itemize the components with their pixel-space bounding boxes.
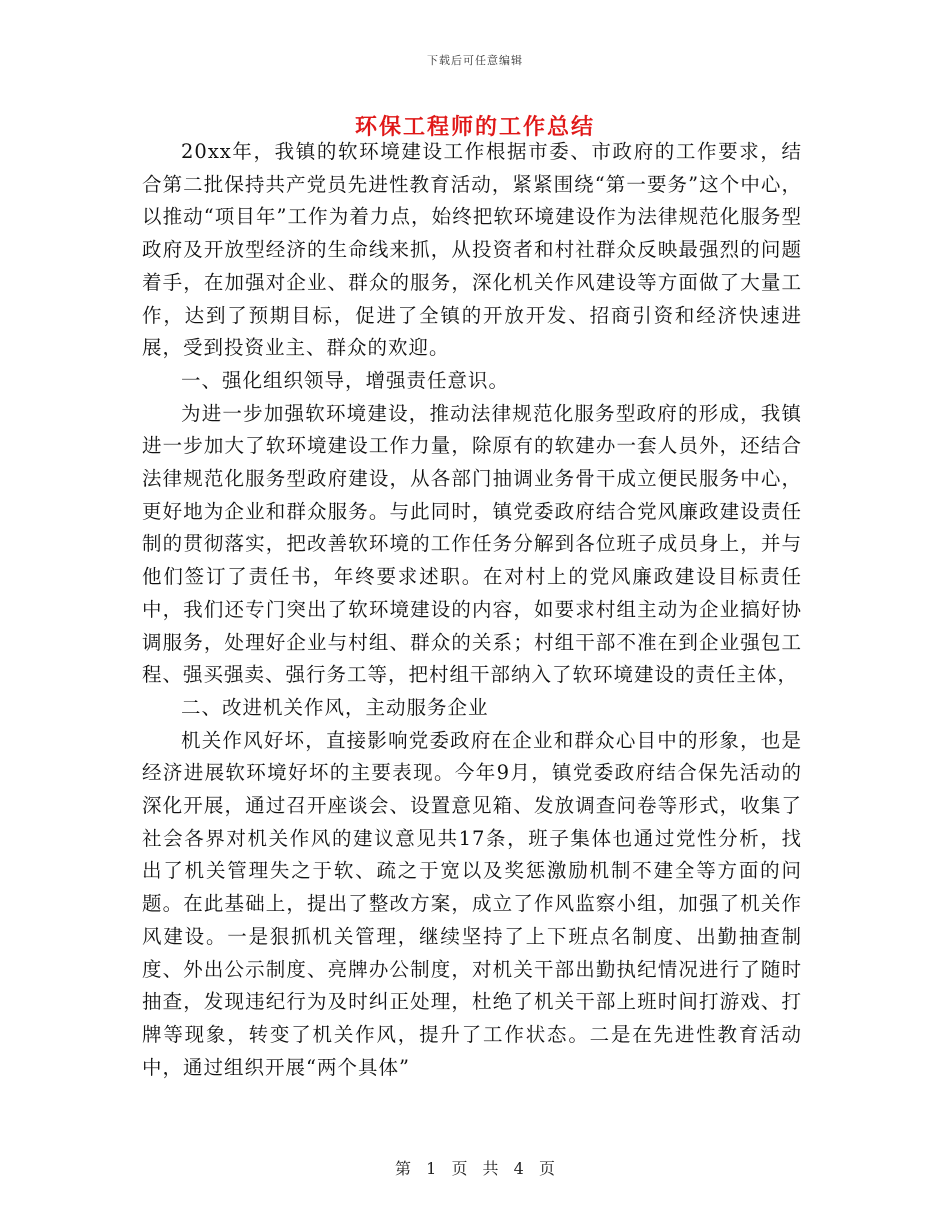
document-title: 环保工程师的工作总结 xyxy=(354,114,595,140)
page-footer xyxy=(0,1156,950,1179)
document-body xyxy=(142,136,802,1084)
footer-page-label: 页 xyxy=(451,1159,468,1178)
section-heading-1: 一、强化组织领导，增强责任意识。 xyxy=(181,368,510,392)
footer-suffix: 页 xyxy=(538,1159,555,1178)
paragraph-section-1: 为进一步加强软环境建设，推动法律规范化服务型政府的形成，我镇进一步加大了软环境建设工作力量，除原有的软建办一套人员外，还结合法律规范化服务型政府建设，从各部门抽调业务骨干成立便民服务中心，更好地为企业和群众服务。与此同时，镇党委政府结合党风廉政建设责任制的贯彻落实，把改善软环境的工作任务分解到各位班子成员身上，并与他们签订了责任书，年终要求述职。在对村上的党风廉政建设目标责任中，我们还专门突出了软环境建设的内容，如要求村组主动为企业搞好协调服务，处理好企业与村组、群众的关系；村组干部不准在到企业强包工程、强买强卖、强行务工等，把村组干部纳入了软环境建设的责任主体， xyxy=(142,401,802,687)
footer-total-pages: 4 xyxy=(513,1159,524,1178)
footer-prefix: 第 xyxy=(395,1159,412,1178)
footer-page-number: 1 xyxy=(426,1159,437,1178)
paragraph-section-2: 机关作风好坏，直接影响党委政府在企业和群众心目中的形象，也是经济进展软环境好坏的主要表现。今年9月，镇党委政府结合保先活动的深化开展，通过召开座谈会、设置意见箱、发放调查问卷等形式，收集了社会各界对机关作风的建议意见共17条，班子集体也通过党性分析，找出了机关管理失之于软、疏之于宽以及奖惩激励机制不建全等方面的问题。在此基础上，提出了整改方案，成立了作风监察小组，加强了机关作风建设。一是狠抓机关管理，继续坚持了上下班点名制度、出勤抽查制度、外出公示制度、亮牌办公制度，对机关干部出勤执纪情况进行了随时抽查，发现违纪行为及时纠正处理，杜绝了机关干部上班时间打游戏、打牌等现象，转变了机关作风，提升了工作状态。二是在先进性教育活动中，通过组织开展“两个具体” xyxy=(142,728,802,1079)
footer-total-label: 共 xyxy=(482,1159,499,1178)
page-header-note: 下载后可任意编辑 xyxy=(427,54,523,67)
paragraph-intro: 20xx年，我镇的软环境建设工作根据市委、市政府的工作要求，结合第二批保持共产党员先进性教育活动，紧紧围绕“第一要务”这个中心，以推动“项目年”工作为着力点，始终把软环境建设作为法律规范化服务型政府及开放型经济的生命线来抓，从投资者和村社群众反映最强烈的问题着手，在加强对企业、群众的服务，深化机关作风建设等方面做了大量工作，达到了预期目标，促进了全镇的开放开发、招商引资和经济快速进展，受到投资业主、群众的欢迎。 xyxy=(142,140,802,360)
section-heading-2: 二、改进机关作风，主动服务企业 xyxy=(181,695,489,719)
